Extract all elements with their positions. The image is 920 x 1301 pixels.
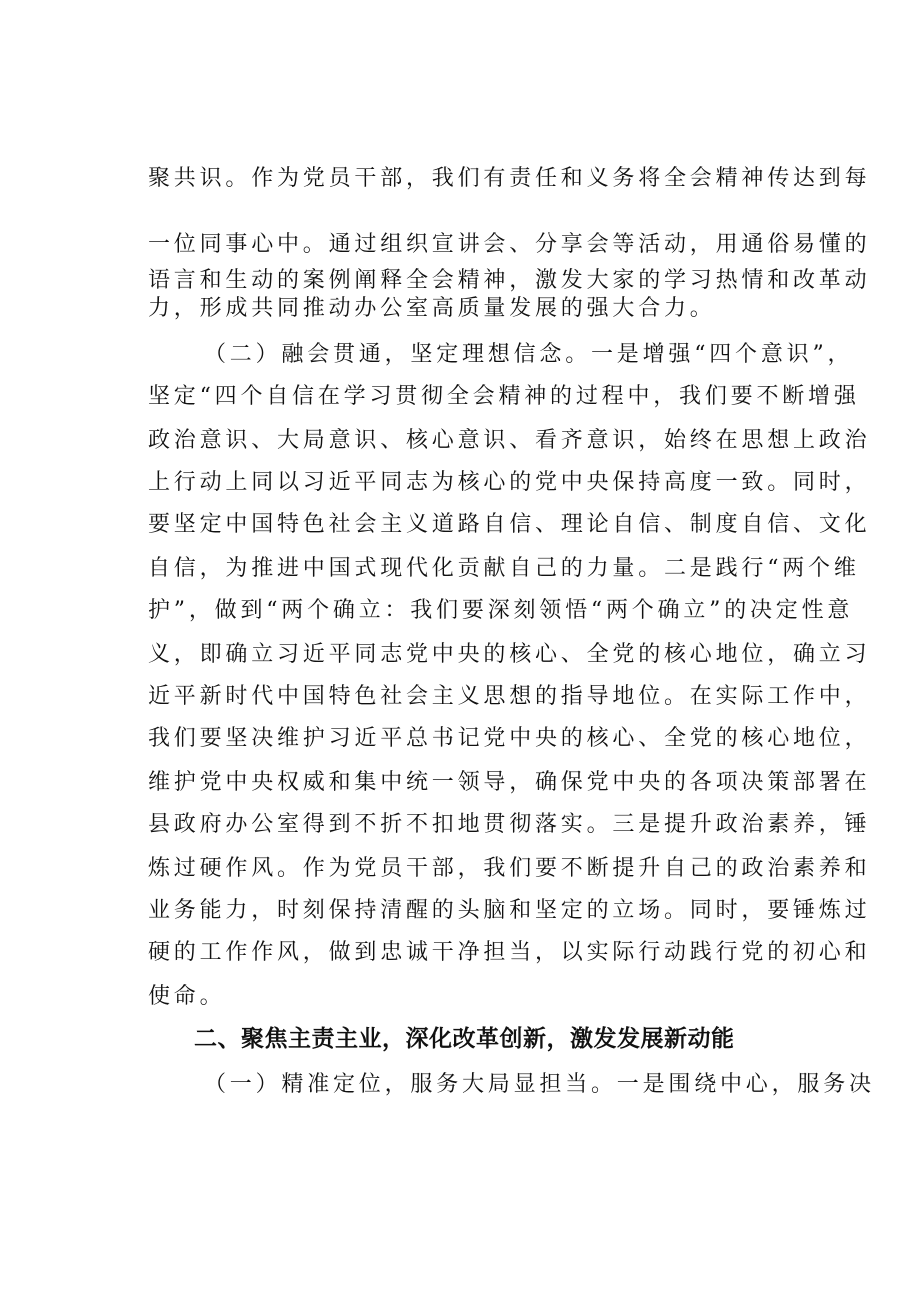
body-text-line: 业务能力，时刻保持清醒的头脑和坚定的立场。同时，要锤炼过 [148,898,871,923]
body-text-line: 使命。 [148,984,226,1009]
body-text-line: 自信，为推进中国式现代化贡献自己的力量。二是践行“两个维 [148,556,860,581]
body-text-line: 义，即确立习近平同志党中央的核心、全党的核心地位，确立习 [148,642,871,667]
body-text-line: 近平新时代中国特色社会主义思想的指导地位。在实际工作中， [148,684,871,709]
body-text-line: 聚共识。作为党员干部，我们有责任和义务将全会精神传达到每 [148,166,871,191]
body-text-line: 炼过硬作风。作为党员干部，我们要不断提升自己的政治素养和 [148,856,871,881]
body-text-line: 政治意识、大局意识、核心意识、看齐意识，始终在思想上政治 [148,428,871,453]
body-text-line: 护”，做到“两个确立：我们要深刻领悟“两个确立”的决定性意 [148,598,854,623]
body-text-line: 坚定“四个自信在学习贯彻全会精神的过程中，我们要不断增强 [148,384,860,409]
section-subheading-line: （一）精准定位，服务大局显担当。一是围绕中心，服务决 [204,1072,875,1097]
body-text-line: 硬的工作作风，做到忠诚干净担当，以实际行动践行党的初心和 [148,940,871,965]
section-subheading-line: （二）融会贯通，坚定理想信念。一是增强“四个意识”， [204,342,854,367]
body-text-line: 县政府办公室得到不折不扣地贯彻落实。三是提升政治素养，锤 [148,812,871,837]
body-text-line: 力，形成共同推动办公室高质量发展的强大合力。 [148,296,716,321]
body-text-line: 要坚定中国特色社会主义道路自信、理论自信、制度自信、文化 [148,512,871,537]
body-text-line: 一位同事心中。通过组织宣讲会、分享会等活动，用通俗易懂的 [148,232,871,257]
body-text-line: 语言和生动的案例阐释全会精神，激发大家的学习热情和改革动 [148,268,871,293]
section-heading: 二、聚焦主责主业，深化改革创新，激发发展新动能 [194,1026,735,1052]
body-text-line: 上行动上同以习近平同志为核心的党中央保持高度一致。同时， [148,470,871,495]
body-text-line: 维护党中央权威和集中统一领导，确保党中央的各项决策部署在 [148,770,871,795]
body-text-line: 我们要坚决维护习近平总书记党中央的核心、全党的核心地位， [148,726,871,751]
